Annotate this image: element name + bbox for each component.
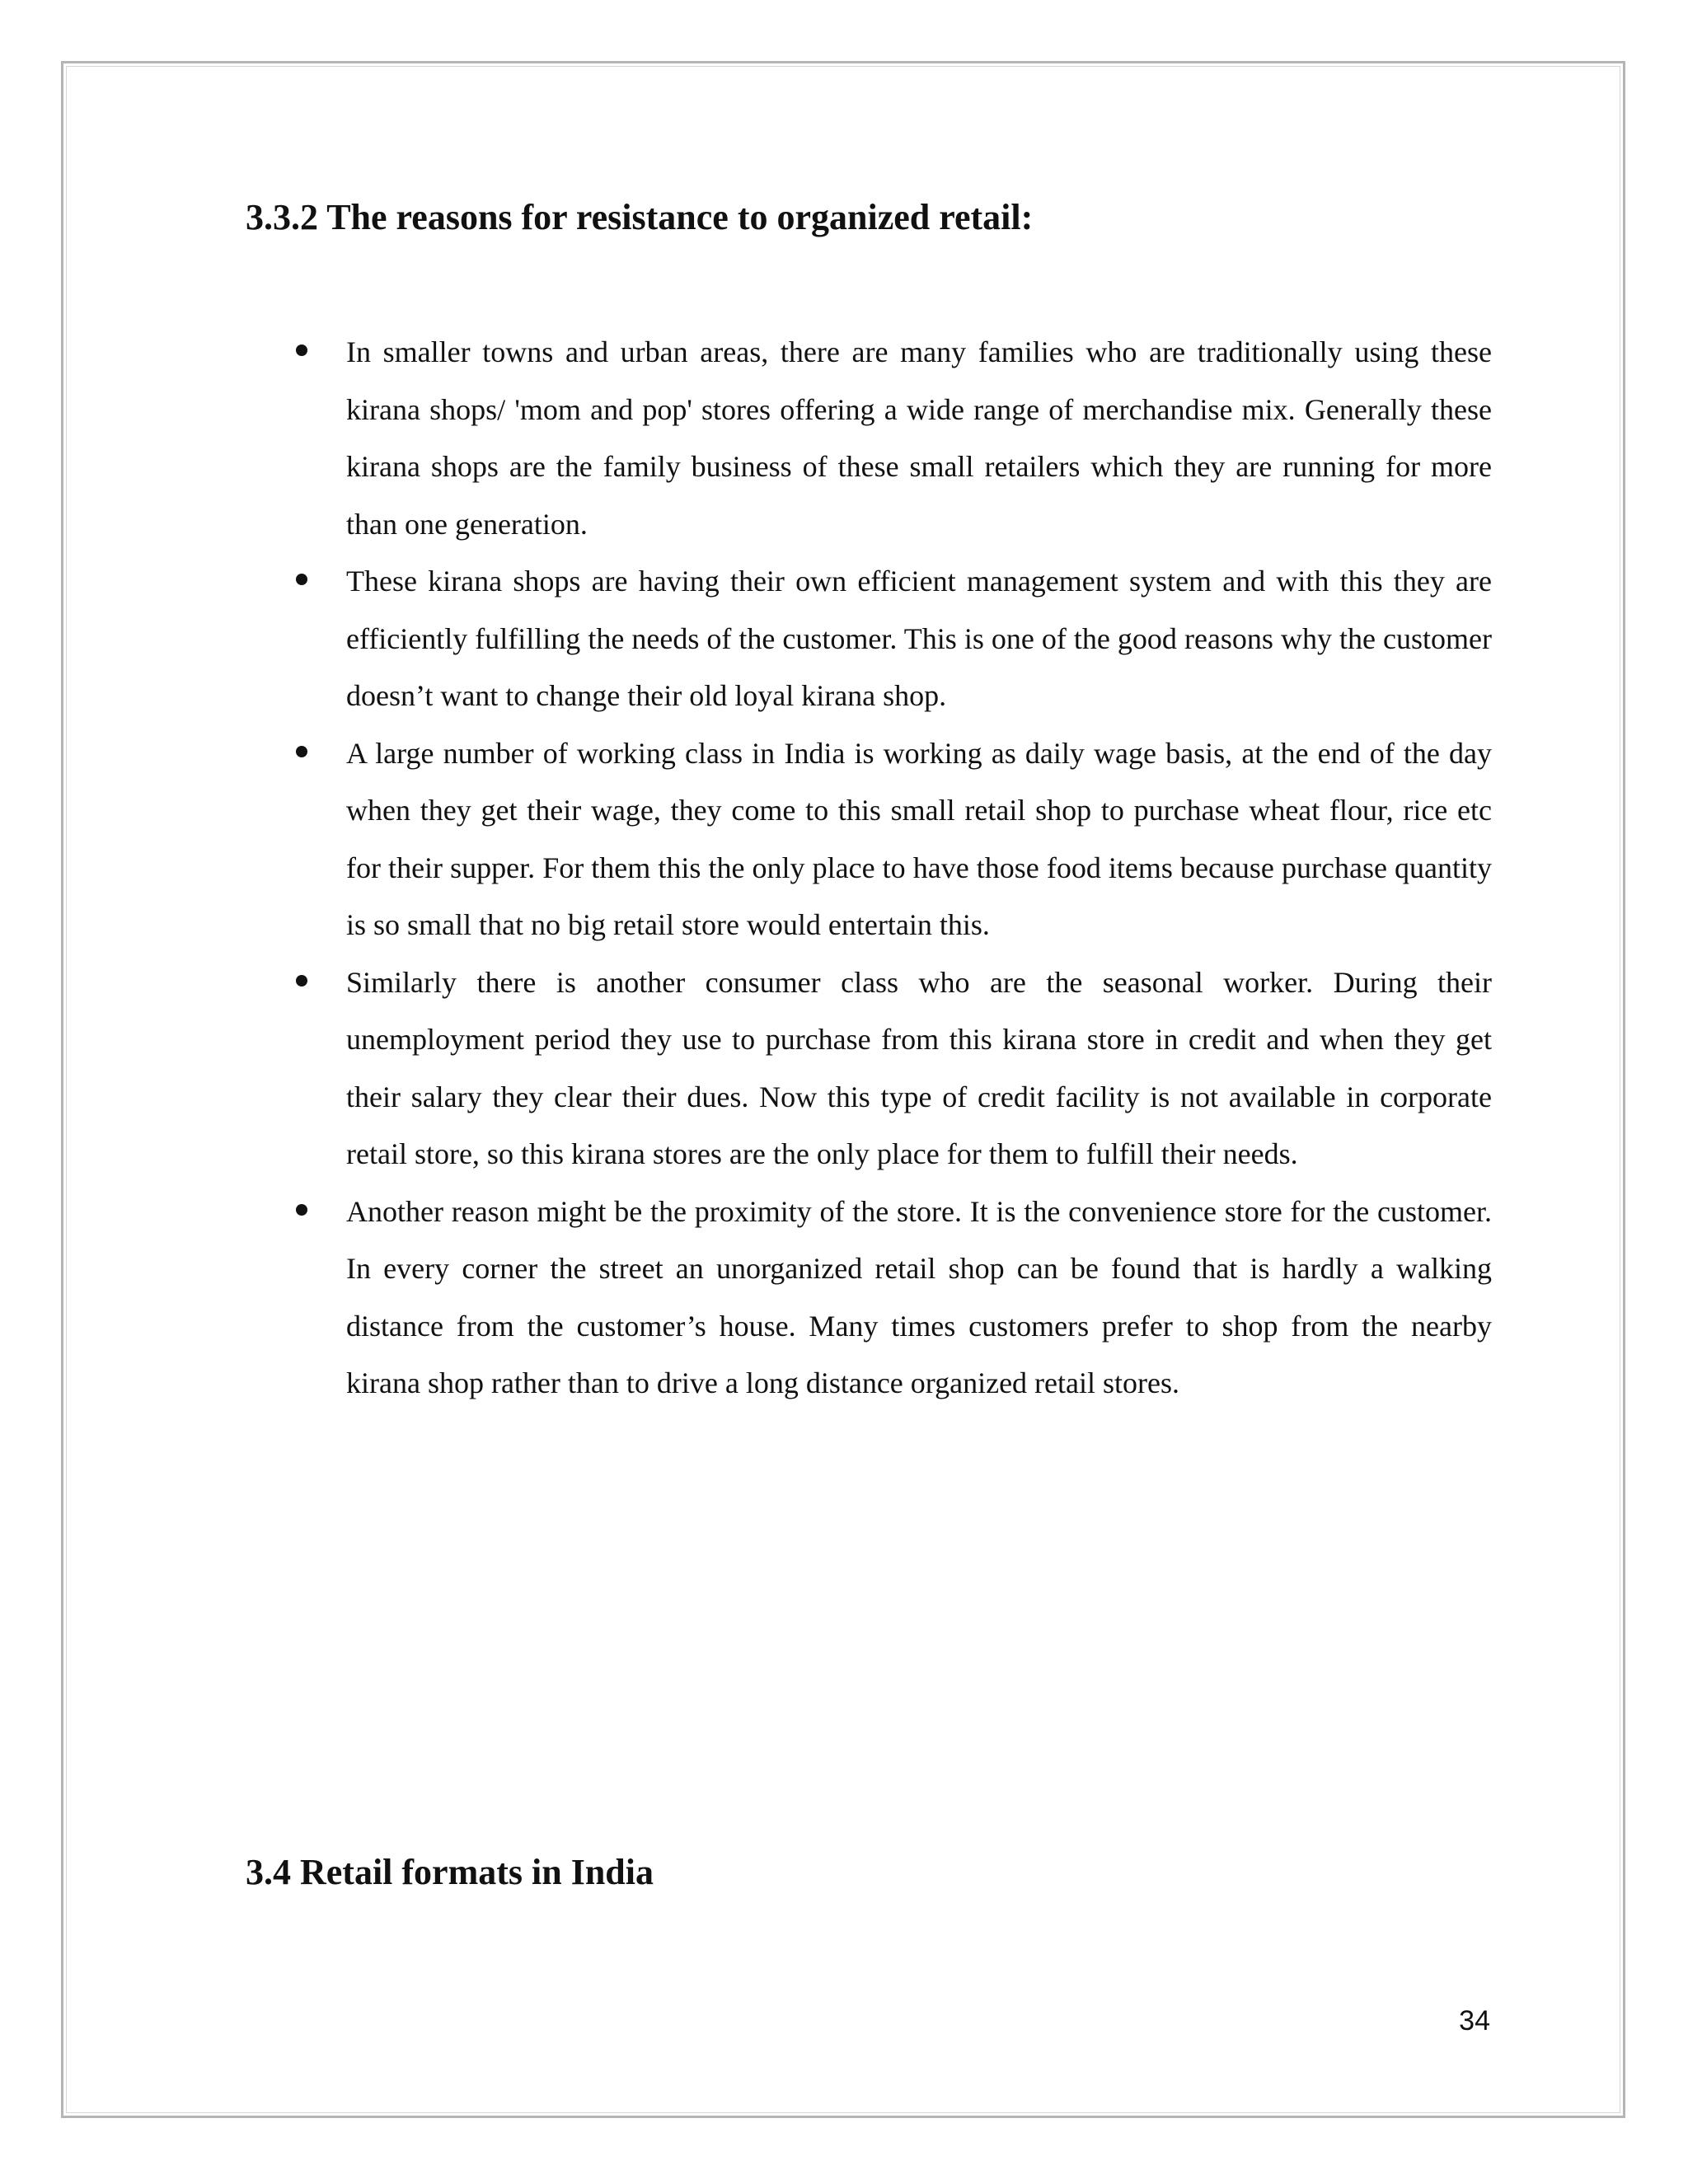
list-item-text: Similarly there is another consumer class who are the seasonal worker. During their unemployment period they use to purchase from this kirana store in credit and when they get their salary they clear their dues. Now this type of credit facility is not available in corporate retail store, so this kirana stores are the only place for them to fulfill their needs.: [346, 965, 1492, 1170]
bullet-icon: [296, 344, 307, 356]
bullet-icon: [296, 746, 307, 757]
page-number: 34: [1459, 2005, 1490, 2036]
next-section-heading: 3.4 Retail formats in India: [246, 1852, 654, 1892]
bullet-icon: [296, 975, 307, 987]
list-item: [0, 553, 1688, 725]
list-item-text: A large number of working class in India is working as daily wage basis, at the end of the day when they get their wage, they come to this small retail shop to purchase wheat flour, rice etc for their supper. For them this the only place to have those food items because purchase quantity is so small that no big retail store would entertain this.: [346, 736, 1492, 941]
list-item: [0, 954, 1688, 1183]
reasons-list: [0, 324, 1688, 1413]
list-item: [0, 1183, 1688, 1413]
list-item-text: In smaller towns and urban areas, there are many families who are traditionally using these kirana shops/ 'mom and pop' stores offering a wide range of merchandise mix. Generally these kirana shops are the family business of these small retailers which they are running for more than one generation.: [346, 335, 1492, 541]
list-item-text: These kirana shops are having their own efficient management system and with this they are efficiently fulfilling the needs of the customer. This is one of the good reasons why the customer doesn’t want to change their old loyal kirana shop.: [346, 565, 1492, 712]
list-item: [0, 324, 1688, 553]
list-item: [0, 725, 1688, 954]
bullet-icon: [296, 574, 307, 585]
bullet-icon: [296, 1204, 307, 1216]
section-heading: 3.3.2 The reasons for resistance to organized retail:: [246, 197, 1034, 237]
list-item-text: Another reason might be the proximity of the store. It is the convenience store for the customer. In every corner the street an unorganized retail shop can be found that is hardly a walking distance from the customer’s house. Many times customers prefer to shop from the nearby kirana shop rather than to drive a long distance organized retail stores.: [346, 1194, 1492, 1399]
